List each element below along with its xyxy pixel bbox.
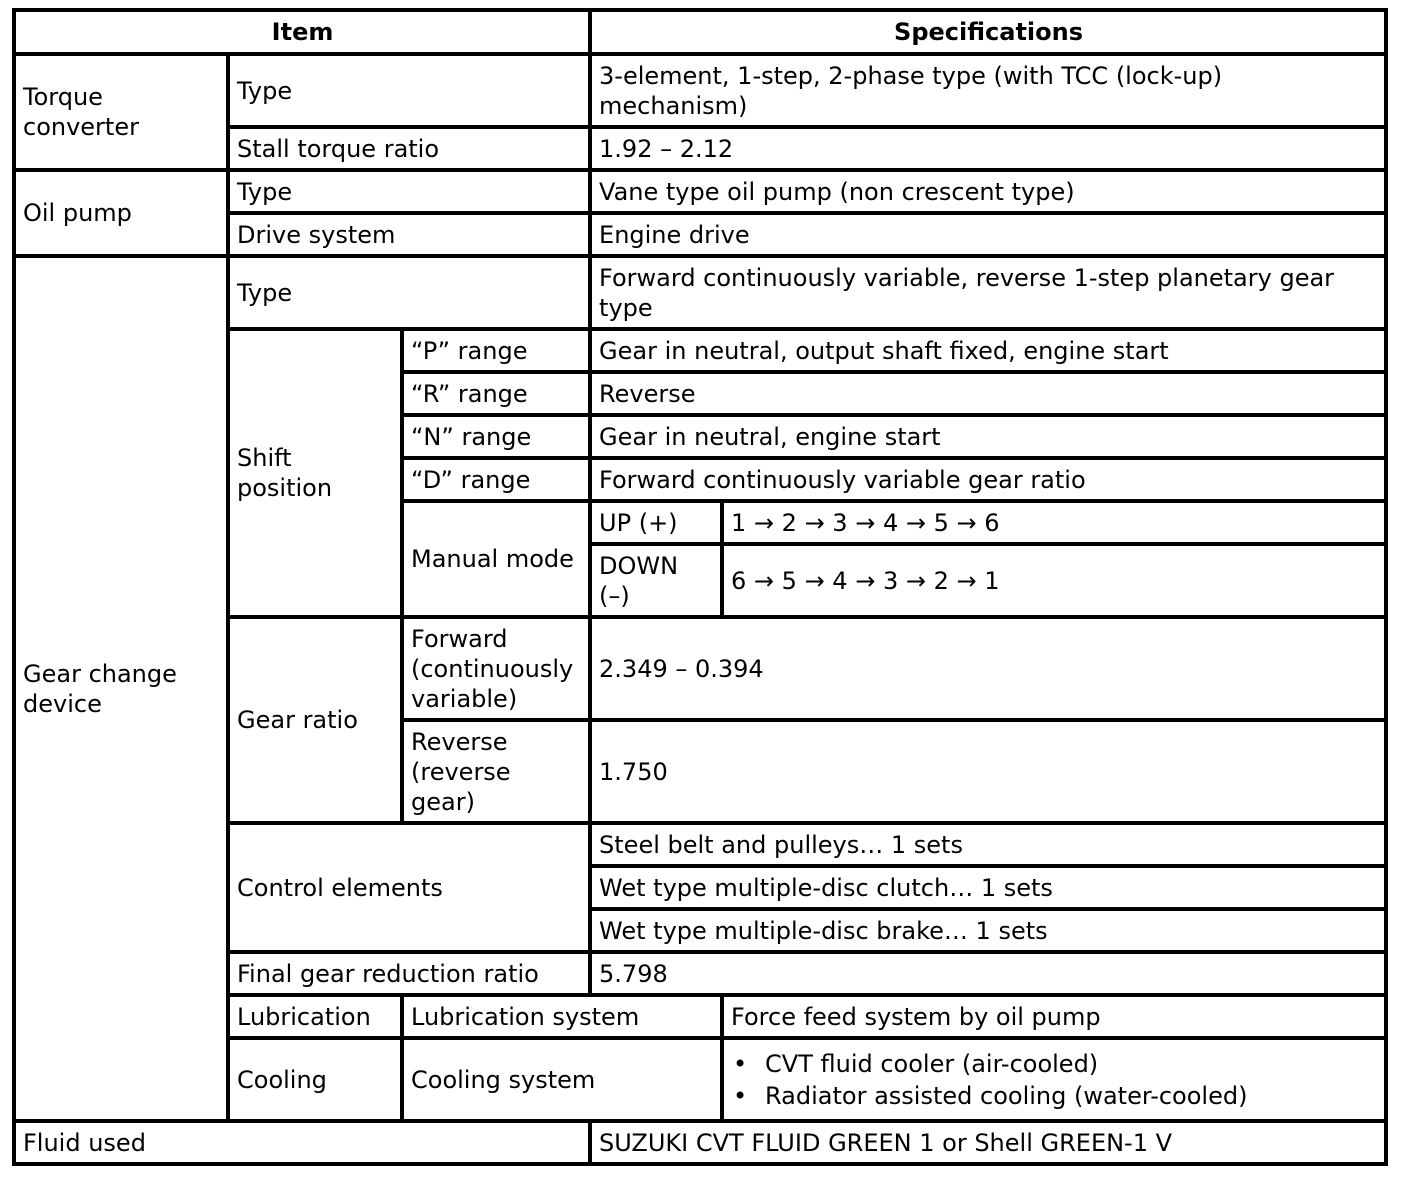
n-range-value: Gear in neutral, engine start	[590, 415, 1386, 458]
gear-ratio-reverse-value: 1.750	[590, 720, 1386, 823]
gear-ratio-label: Gear ratio	[228, 617, 402, 823]
d-range-value: Forward continuously variable gear ratio	[590, 458, 1386, 501]
drive-system-label: Drive system	[228, 213, 590, 256]
table-row	[14, 54, 1386, 127]
cooling-system-label: Cooling system	[402, 1038, 722, 1121]
gear-ratio-reverse-label: Reverse (reverse gear)	[402, 720, 590, 823]
oil-pump-type-label: Type	[228, 170, 590, 213]
stall-torque-ratio-label: Stall torque ratio	[228, 127, 590, 170]
manual-up-label: UP (+)	[590, 501, 722, 544]
list-item: • CVT fluid cooler (air-cooled)	[731, 1048, 1378, 1080]
drive-system-value: Engine drive	[590, 213, 1386, 256]
oil-pump-type-value: Vane type oil pump (non crescent type)	[590, 170, 1386, 213]
header-row	[14, 10, 1386, 54]
d-range-label: “D” range	[402, 458, 590, 501]
specifications-table	[12, 8, 1388, 1166]
p-range-label: “P” range	[402, 329, 590, 372]
control-element-2: Wet type multiple-disc clutch… 1 sets	[590, 866, 1386, 909]
gear-change-type-label: Type	[228, 256, 590, 329]
list-item: • Radiator assisted cooling (water-cooled)	[731, 1080, 1378, 1112]
torque-converter-label: Torque converter	[14, 54, 228, 170]
manual-up-value: 1 → 2 → 3 → 4 → 5 → 6	[722, 501, 1386, 544]
table-row	[14, 170, 1386, 213]
header-item: Item	[14, 10, 590, 54]
gear-ratio-forward-label: Forward (continuously variable)	[402, 617, 590, 720]
stall-torque-ratio-value: 1.92 – 2.12	[590, 127, 1386, 170]
torque-converter-type-value: 3-element, 1-step, 2-phase type (with TCC (lock-up) mechanism)	[590, 54, 1386, 127]
cooling-label: Cooling	[228, 1038, 402, 1121]
final-gear-ratio-value: 5.798	[590, 952, 1386, 995]
lubrication-system-value: Force feed system by oil pump	[722, 995, 1386, 1038]
gear-ratio-forward-value: 2.349 – 0.394	[590, 617, 1386, 720]
table-row	[14, 256, 1386, 329]
fluid-used-value: SUZUKI CVT FLUID GREEN 1 or Shell GREEN-1 V	[590, 1121, 1386, 1164]
manual-down-value: 6 → 5 → 4 → 3 → 2 → 1	[722, 544, 1386, 617]
control-elements-label: Control elements	[228, 823, 590, 952]
final-gear-ratio-label: Final gear reduction ratio	[228, 952, 590, 995]
manual-down-label: DOWN (–)	[590, 544, 722, 617]
p-range-value: Gear in neutral, output shaft fixed, engine start	[590, 329, 1386, 372]
table-row	[14, 1121, 1386, 1164]
r-range-label: “R” range	[402, 372, 590, 415]
fluid-used-label: Fluid used	[14, 1121, 590, 1164]
header-specifications: Specifications	[590, 10, 1386, 54]
oil-pump-label: Oil pump	[14, 170, 228, 256]
lubrication-label: Lubrication	[228, 995, 402, 1038]
control-element-1: Steel belt and pulleys… 1 sets	[590, 823, 1386, 866]
cooling-system-value	[722, 1038, 1386, 1121]
gear-change-type-value: Forward continuously variable, reverse 1-step planetary gear type	[590, 256, 1386, 329]
gear-change-device-label: Gear change device	[14, 256, 228, 1121]
shift-position-label: Shift position	[228, 329, 402, 617]
control-element-3: Wet type multiple-disc brake… 1 sets	[590, 909, 1386, 952]
torque-converter-type-label: Type	[228, 54, 590, 127]
lubrication-system-label: Lubrication system	[402, 995, 722, 1038]
n-range-label: “N” range	[402, 415, 590, 458]
cooling-list	[731, 1048, 1378, 1112]
r-range-value: Reverse	[590, 372, 1386, 415]
manual-mode-label: Manual mode	[402, 501, 590, 617]
